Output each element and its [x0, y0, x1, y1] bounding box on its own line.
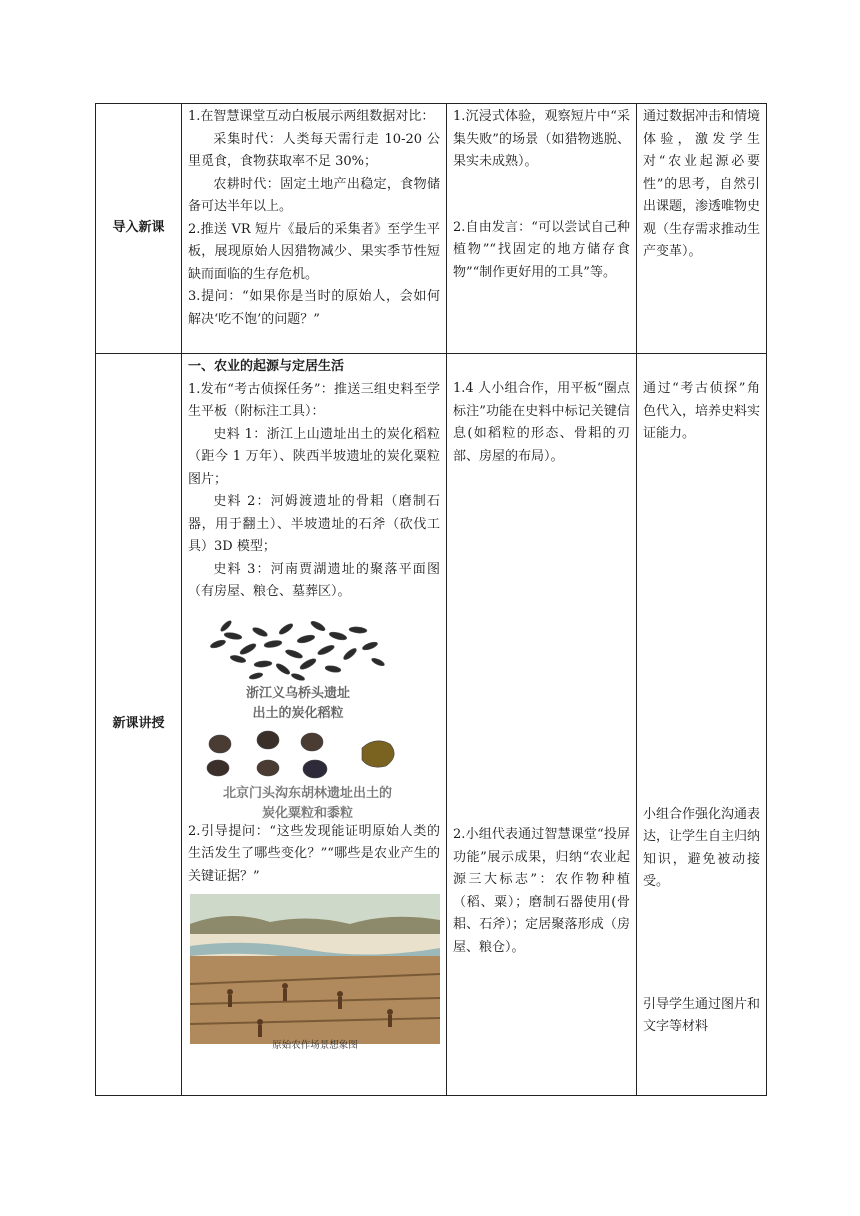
teacher-text: 史料 2：河姆渡遗址的骨耜（磨制石器，用于翻土）、半坡遗址的石斧（砍伐工具）3D 模型；: [188, 494, 440, 554]
primitive-farming-image: [190, 894, 440, 1059]
intent-text: 通过“考古侦探”角色代入，培养史料实证能力。: [643, 381, 761, 441]
teacher-text: 2.引导提问：“这些发现能证明原始人类的生活发生了哪些变化？”“哪些是农业产生的关键证据？”: [188, 823, 440, 884]
section-heading: 一、农业的起源与定居生活: [188, 359, 345, 374]
intent-text: 小组合作强化沟通表达，让学生自主归纳知识，避免被动接受。: [643, 806, 761, 889]
carbonized-millet-image: [190, 726, 425, 821]
student-text: 1.4 人小组合作，用平板“圈点标注”功能在史料中标记关键信息(如稻粒的形态、骨耜的刃部、房屋的布局）。: [453, 381, 630, 464]
design-intent-cell: [637, 354, 767, 1096]
teacher-text: 史料 1：浙江上山遗址出土的炭化稻粒（距今 1 万年）、陕西半坡遗址的炭化粟粒图片；: [188, 426, 440, 487]
teacher-text: 1.在智慧课堂互动白板展示两组数据对比：: [188, 109, 435, 124]
design-intent-cell: [637, 104, 767, 354]
caption-line: 浙江义乌桥头遗址: [245, 685, 350, 701]
rice-grains-illustration: [198, 614, 398, 684]
teacher-text: 农耕时代：固定土地产出稳定，食物储备可达半年以上。: [188, 176, 440, 214]
student-text: 1.沉浸式体验，观察短片中“采集失败”的场景（如猎物逃脱、果实未成熟）。: [453, 109, 630, 169]
table-row: [96, 354, 767, 1096]
intent-text: 通过数据冲击和情境体验，激发学生对“农业起源必要性”的思考，自然引出课题，渗透唯物史观（生存需求推动生产变革）。: [643, 109, 761, 259]
lesson-plan-table: [95, 103, 767, 1096]
teacher-text: 2.推送 VR 短片《最后的采集者》至学生平板，展现原始人因猎物减少、果实季节性短缺而面临的生存危机。: [188, 221, 440, 282]
stage-label: 新课讲授: [96, 354, 182, 1096]
stage-label: 导入新课: [96, 104, 182, 354]
student-activity-cell: [447, 354, 637, 1096]
intent-text: 引导学生通过图片和文字等材料: [643, 996, 761, 1034]
caption-line: 炭化粟粒和黍粒: [261, 805, 353, 821]
teacher-activity-cell: [182, 104, 447, 354]
millet-grains-illustration: [190, 726, 425, 786]
carbonized-rice-image: [198, 614, 398, 724]
figure-caption: 原始农作场景想象图: [272, 1039, 358, 1051]
table-row: [96, 104, 767, 354]
teacher-activity-cell: [182, 354, 447, 1096]
caption-line: 北京门头沟东胡林遗址出土的: [222, 785, 392, 801]
teacher-text: 采集时代：人类每天需行走 10-20 公里觅食，食物获取率不足 30%；: [188, 131, 440, 169]
teacher-text: 3.提问：“如果你是当时的原始人，会如何解决‘吃不饱’的问题？”: [188, 289, 440, 327]
teacher-text: 1.发布“考古侦探任务”：推送三组史料至学生平板（附标注工具）：: [188, 381, 440, 419]
figure-caption: [190, 784, 425, 824]
student-text: 2.小组代表通过智慧课堂“投屏功能”展示成果，归纳“农业起源三大标志”：农作物种植（稻、粟）；磨制石器使用(骨耜、石斧）；定居聚落形成（房屋、粮仓）。: [453, 827, 630, 955]
student-activity-cell: [447, 104, 637, 354]
figure-caption: [198, 684, 398, 724]
student-text: 2.自由发言：“可以尝试自己种植物”“找固定的地方储存食物”“制作更好用的工具”等。: [453, 219, 630, 280]
teacher-text: 史料 3：河南贾湖遗址的聚落平面图（有房屋、粮仓、墓葬区）。: [188, 561, 440, 599]
caption-line: 出土的炭化稻粒: [252, 705, 344, 721]
